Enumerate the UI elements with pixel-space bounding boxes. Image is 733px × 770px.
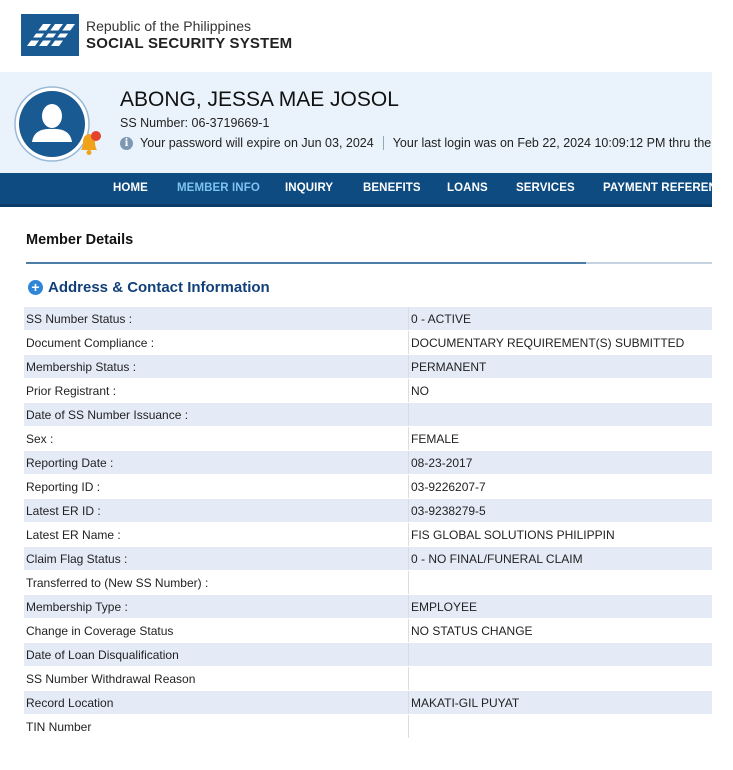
table-row (24, 595, 712, 619)
table-row (24, 571, 712, 595)
member-name: ABONG, JESSA MAE JOSOL (120, 88, 399, 111)
row-label: Document Compliance : (24, 331, 409, 355)
row-label: Latest ER ID : (24, 499, 409, 523)
row-value: 03-9226207-7 (409, 475, 713, 499)
row-value: 0 - ACTIVE (409, 307, 713, 331)
nav-payment-reference[interactable]: PAYMENT REFERENCE (603, 182, 733, 194)
row-label: SS Number Withdrawal Reason (24, 667, 409, 691)
row-value: 03-9238279-5 (409, 499, 713, 523)
row-value: EMPLOYEE (409, 595, 713, 619)
table-row (24, 715, 712, 739)
info-icon: i (120, 137, 133, 150)
table-row (24, 307, 712, 331)
nav-member-info[interactable]: MEMBER INFO (177, 182, 260, 194)
row-value: PERMANENT (409, 355, 713, 379)
row-label: Reporting Date : (24, 451, 409, 475)
nav-benefits[interactable]: BENEFITS (363, 182, 421, 194)
row-label: SS Number Status : (24, 307, 409, 331)
table-row (24, 499, 712, 523)
notification-bell-icon[interactable] (74, 128, 104, 158)
row-label: Change in Coverage Status (24, 619, 409, 643)
row-label: Claim Flag Status : (24, 547, 409, 571)
row-label: Sex : (24, 427, 409, 451)
table-row (24, 403, 712, 427)
nav-services[interactable]: SERVICES (516, 182, 575, 194)
row-value (409, 571, 713, 595)
row-label: Date of SS Number Issuance : (24, 403, 409, 427)
last-login-notice: Your last login was on Feb 22, 2024 10:09:12 PM thru the (392, 136, 712, 150)
row-value: NO STATUS CHANGE (409, 619, 713, 643)
nav-underline (0, 204, 712, 207)
row-value: FIS GLOBAL SOLUTIONS PHILIPPIN (409, 523, 713, 547)
site-header (0, 0, 712, 72)
brand-subtitle: Republic of the Philippines (86, 18, 251, 34)
row-value: MAKATI-GIL PUYAT (409, 691, 713, 715)
table-row (24, 523, 712, 547)
row-value: NO (409, 379, 713, 403)
table-row (24, 691, 712, 715)
table-row (24, 643, 712, 667)
row-value: DOCUMENTARY REQUIREMENT(S) SUBMITTED (409, 331, 713, 355)
nav-loans[interactable]: LOANS (447, 182, 488, 194)
sub-heading-label: Address & Contact Information (48, 279, 270, 296)
table-row (24, 379, 712, 403)
title-divider (26, 262, 712, 264)
row-label: Membership Type : (24, 595, 409, 619)
row-label: Date of Loan Disqualification (24, 643, 409, 667)
row-label: Latest ER Name : (24, 523, 409, 547)
row-value: 08-23-2017 (409, 451, 713, 475)
page-title: Member Details (26, 232, 134, 248)
row-label: Membership Status : (24, 355, 409, 379)
table-row (24, 619, 712, 643)
table-row (24, 667, 712, 691)
nav-home[interactable]: HOME (113, 182, 148, 194)
table-row (24, 355, 712, 379)
row-label: Prior Registrant : (24, 379, 409, 403)
row-label: Transferred to (New SS Number) : (24, 571, 409, 595)
row-label: Reporting ID : (24, 475, 409, 499)
table-row (24, 547, 712, 571)
row-value (409, 667, 713, 691)
row-value: FEMALE (409, 427, 713, 451)
main-nav (0, 173, 733, 207)
row-label: Record Location (24, 691, 409, 715)
expand-plus-icon[interactable]: + (28, 280, 43, 295)
member-profile-band (0, 72, 712, 173)
row-label: TIN Number (24, 715, 409, 739)
row-value (409, 643, 713, 667)
row-value: 0 - NO FINAL/FUNERAL CLAIM (409, 547, 713, 571)
sss-logo-icon[interactable] (21, 14, 79, 56)
ss-number: SS Number: 06-3719669-1 (120, 116, 270, 130)
nav-inquiry[interactable]: INQUIRY (285, 182, 334, 194)
login-info-line (120, 136, 711, 150)
table-row (24, 475, 712, 499)
password-expiry-notice: Your password will expire on Jun 03, 2024 (140, 136, 374, 150)
divider (383, 136, 384, 150)
address-contact-header[interactable] (28, 279, 270, 296)
member-details-table (24, 307, 712, 739)
table-row (24, 427, 712, 451)
brand-title: SOCIAL SECURITY SYSTEM (86, 35, 293, 52)
row-value (409, 403, 713, 427)
table-row (24, 451, 712, 475)
table-row (24, 331, 712, 355)
row-value (409, 715, 713, 739)
